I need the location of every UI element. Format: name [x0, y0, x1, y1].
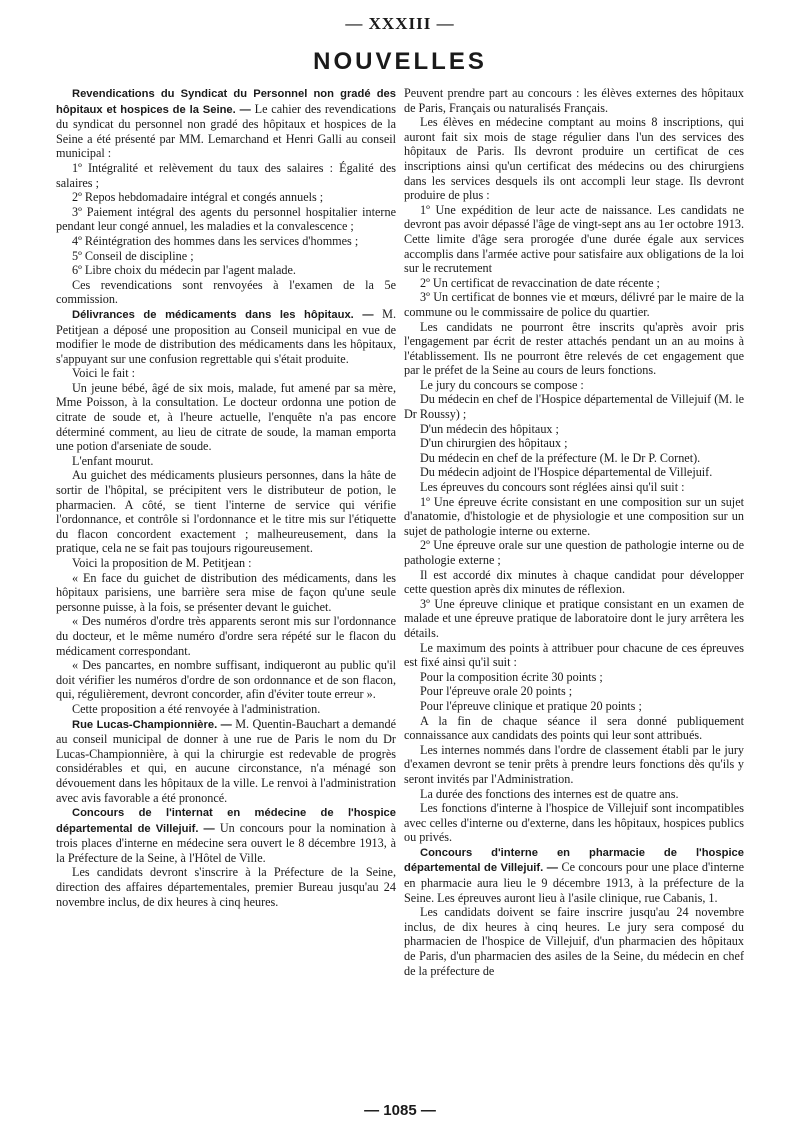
paragraph-text: « Des numéros d'ordre très apparents seront mis sur l'ordonnance du docteur, et le même numéro d'ordre sera répété sur le flacon du médicament correspondant.: [56, 614, 396, 658]
paragraph-text: Les internes nommés dans l'ordre de classement établi par le jury d'examen devront se tenir prêts à prendre leurs fonctions dès qu'ils y seront invités par l'Administration.: [404, 742, 744, 786]
paragraph: [56, 249, 396, 264]
paragraph: [56, 865, 396, 909]
paragraph-text: 2º Repos hebdomadaire intégral et congés annuels ;: [72, 190, 324, 205]
paragraph-text: 1º Une expédition de leur acte de naissance. Les candidats ne devront pas avoir dépassé l'âge de vingt-sept ans au 1er octobre 1913. Cette limite d'âge sera prorogée d'une durée égale aux services accomplis dans l'armée active pour satisfaire aux obligations de la loi sur le recrutement: [404, 202, 744, 276]
paragraph: [404, 845, 744, 905]
paragraph-text: Du médecin adjoint de l'Hospice départemental de Villejuif.: [420, 465, 713, 480]
paragraph-text: 4º Réintégration des hommes dans les services d'hommes ;: [72, 233, 359, 248]
paragraph-text: Un concours pour la nomination à trois places d'interne en médecine sera ouvert le 8 décembre 1913, à la Préfecture de la Seine, à l'Hôtel de Ville.: [56, 820, 396, 865]
paragraph: [56, 190, 396, 205]
paragraph-text: L'enfant mourut.: [72, 453, 154, 468]
section-heading: Revendications du Syndicat du Personnel non gradé des hôpitaux et hospices de la Seine. —: [56, 88, 396, 116]
paragraph-text: Le cahier des revendications du syndicat du personnel non gradé des hôpitaux et hospices de la Seine a été présenté par MM. Lemarchand et Henri Galli au conseil municipal :: [56, 101, 396, 161]
paragraph-text: 3º Une épreuve clinique et pratique consistant en un examen de malade et une épreuve pratique de laboratoire dont le jury arrêtera les détails.: [404, 596, 744, 640]
paragraph-text: Le jury du concours se compose :: [420, 377, 584, 392]
paragraph-text: 2º Une épreuve orale sur une question de pathologie interne ou de pathologie externe ;: [404, 538, 744, 567]
paragraph-text: Les fonctions d'interne à l'hospice de Villejuif sont incompatibles avec celles d'interne ou d'externe, dans les hôpitaux, hospices publics ou privés.: [404, 801, 744, 845]
paragraph-text: Les épreuves du concours sont réglées ainsi qu'il suit :: [420, 480, 685, 495]
paragraph-text: 3º Un certificat de bonnes vie et mœurs, délivré par le maire de la commune ou le commissaire de police du quartier.: [404, 290, 744, 319]
paragraph-text: Un jeune bébé, âgé de six mois, malade, fut amené par sa mère, Mme Poisson, à la consultation. Le docteur ordonna une potion de citrate de soude et, à l'heure actuelle, l'enquête n'a pas encore déterminé comment, au lieu de citrate de soude, la maman emporta une potion d'arseniate de soude.: [56, 380, 396, 454]
paragraph: [56, 307, 396, 366]
paragraph: [404, 714, 744, 743]
paragraph: [404, 436, 744, 451]
paragraph-text: Du médecin en chef de l'Hospice départemental de Villejuif (M. le Dr Roussy) ;: [404, 392, 744, 422]
paragraph: [56, 614, 396, 658]
right-column: [404, 86, 744, 1088]
paragraph: [56, 702, 396, 717]
paragraph: [56, 717, 396, 806]
paragraph: [404, 801, 744, 845]
paragraph-text: 1º Une épreuve écrite consistant en une composition sur un sujet d'anatomie, d'histologie et de physiologie et une composition sur un sujet de pathologie interne ou externe.: [404, 494, 744, 538]
paragraph: [56, 658, 396, 702]
page-number: — 1085 —: [364, 1102, 436, 1119]
section-heading: Concours d'interne en pharmacie de l'hospice départemental de Villejuif. —: [404, 846, 744, 875]
paragraph: [404, 568, 744, 597]
paragraph: [56, 278, 396, 307]
paragraph-text: D'un chirurgien des hôpitaux ;: [420, 436, 568, 451]
paragraph-text: Pour l'épreuve clinique et pratique 20 points ;: [420, 698, 642, 713]
section-heading: Concours de l'internat en médecine de l'hospice départemental de Villejuif. —: [56, 807, 396, 835]
paragraph: [56, 381, 396, 454]
paragraph: [404, 538, 744, 567]
paragraph: [56, 571, 396, 615]
paragraph: [56, 86, 396, 161]
paragraph-text: M. Quentin-Bauchart a demandé au conseil municipal de donner à une rue de Paris le nom du Dr Lucas-Championnière, à qui la chirurgie est redevable de progrès considérables et qui, en aucune circonstance, n'a ménagé son dévouement dans les hôpitaux de la ville. Le renvoi à l'administration avec avis favorable a été prononcé.: [56, 716, 396, 805]
paragraph: [56, 205, 396, 234]
paragraph-text: 2º Un certificat de revaccination de date récente ;: [420, 275, 660, 290]
paragraph: [404, 495, 744, 539]
page-roman-numeral: — XXXIII —: [345, 14, 455, 33]
paragraph-text: Cette proposition a été renvoyée à l'administration.: [72, 701, 321, 716]
paragraph-text: Les candidats ne pourront être inscrits qu'après avoir pris l'engagement par écrit de rester attachés pendant un an au moins à l'établissement. Ils ne pourront être relevés de cet engagement que par le préfet de la Seine au cours de leurs fonctions.: [404, 319, 744, 378]
paragraph-text: Les élèves en médecine comptant au moins 8 inscriptions, qui auront fait six mois de stage régulier dans l'un des services des hôpitaux de Paris. Ils devront produire un certificat de ces inscriptions ainsi qu'un certificat des médecins ou des chirurgiens dans les services desquels ils ont accompli leur stage. Ils devront produire de plus :: [404, 115, 744, 203]
paragraph-text: 5º Conseil de discipline ;: [72, 248, 194, 263]
left-column: [56, 86, 396, 1106]
paragraph: [404, 203, 744, 276]
paragraph-text: « Des pancartes, en nombre suffisant, indiqueront au public qu'il doit vérifier les numéros d'ordre de son ordonnance et de son flacon, qui, régulièrement, devront concorder, afin d'éviter toute erreur ».: [56, 658, 396, 702]
paragraph-text: Il est accordé dix minutes à chaque candidat pour développer cette question après dix minutes de réflexion.: [404, 567, 744, 597]
paragraph: [404, 378, 744, 393]
paragraph: [56, 234, 396, 249]
page-title: NOUVELLES: [313, 48, 487, 75]
paragraph: [404, 290, 744, 319]
paragraph: [56, 454, 396, 469]
paragraph: [56, 263, 396, 278]
paragraph-text: Les candidats devront s'inscrire à la Préfecture de la Seine, direction des affaires départementales, premier Bureau jusqu'au 24 novembre inclus, de dix heures à cinq heures.: [56, 865, 396, 909]
paragraph: [404, 465, 744, 480]
paragraph-text: Le maximum des points à attribuer pour chacune de ces épreuves est fixé ainsi qu'il suit :: [404, 640, 744, 670]
section-heading: Délivrances de médicaments dans les hôpitaux. —: [72, 308, 374, 321]
paragraph: [404, 597, 744, 641]
paragraph: [404, 670, 744, 685]
paragraph-text: 1º Intégralité et relèvement du taux des salaires : Égalité des salaires ;: [56, 160, 396, 190]
paragraph-text: Au guichet des médicaments plusieurs personnes, dans la hâte de sortir de l'hôpital, se précipitent vers le distributeur de potion, le pharmacien. A côté, se tient l'interne de service qui vérifie l'ordonnance, et contrôle si l'ordonnance et le titre mis sur l'étiquette du flacon concordent exactement ; malheureusement, dans la pratique, cela ne se fait pas toujours rigoureusement.: [56, 468, 396, 556]
paragraph: [404, 684, 744, 699]
paragraph-text: 3º Paiement intégral des agents du personnel hospitalier interne pendant leur congé annuel, les maladies et la convalescence ;: [56, 204, 396, 234]
paragraph: [404, 641, 744, 670]
paragraph-text: A la fin de chaque séance il sera donné publiquement connaissance aux candidats des points qui leur sont attribués.: [404, 713, 744, 743]
paragraph: [56, 161, 396, 190]
paragraph: [404, 905, 744, 978]
paragraph-text: D'un médecin des hôpitaux ;: [420, 421, 559, 436]
section-heading: Rue Lucas-Championnière. —: [72, 718, 232, 731]
paragraph-text: Pour la composition écrite 30 points ;: [420, 669, 603, 684]
paragraph-text: Les candidats doivent se faire inscrire jusqu'au 24 novembre inclus, de dix heures à cinq heures. Le jury sera composé du pharmacien de l'hospice de Villejuif, d'un pharmacien des hôpitaux de Paris, d'un pharmacien des asiles de la Seine, du médecin en chef de la préfecture de: [404, 905, 744, 978]
paragraph: [56, 468, 396, 556]
paragraph-text: Peuvent prendre part au concours : les élèves externes des hôpitaux de Paris, Français ou naturalisés Français.: [404, 86, 744, 115]
paragraph: [404, 276, 744, 291]
paragraph: [56, 366, 396, 381]
paragraph: [404, 699, 744, 714]
paragraph: [56, 556, 396, 571]
paragraph: [404, 422, 744, 437]
paragraph: [404, 743, 744, 787]
paragraph: [404, 451, 744, 466]
paragraph-text: Ces revendications sont renvoyées à l'examen de la 5e commission.: [56, 277, 396, 307]
paragraph: [404, 115, 744, 203]
paragraph-text: Du médecin en chef de la préfecture (M. le Dr P. Cornet).: [420, 450, 701, 465]
paragraph: [404, 320, 744, 378]
paragraph: [404, 86, 744, 115]
paragraph: [404, 787, 744, 802]
paragraph-text: M. Petitjean a déposé une proposition au Conseil municipal en vue de modifier le mode de distribution des médicaments dans les hôpitaux, s'appuyant sur une confusion regrettable qui s'était produite.: [56, 306, 396, 366]
paragraph-text: Ce concours pour une place d'interne en pharmacie aura lieu le 9 décembre 1913, à la préfecture de la Seine. Les épreuves auront lieu à l'asile clinique, rue Cabanis, 1.: [404, 860, 744, 905]
paragraph-text: Voici la proposition de M. Petitjean :: [72, 556, 252, 570]
paragraph-text: 6º Libre choix du médecin par l'agent malade.: [72, 263, 296, 278]
paragraph: [404, 480, 744, 495]
paragraph: [56, 805, 396, 865]
paragraph-text: Pour l'épreuve orale 20 points ;: [420, 684, 573, 699]
paragraph-text: Voici le fait :: [72, 366, 136, 381]
paragraph: [404, 392, 744, 421]
paragraph-text: « En face du guichet de distribution des médicaments, dans les hôpitaux parisiens, une barrière sera mise de façon qu'une seule personne puisse, à la fois, se présenter devant le guichet.: [56, 570, 396, 614]
paragraph-text: La durée des fonctions des internes est de quatre ans.: [420, 786, 679, 801]
